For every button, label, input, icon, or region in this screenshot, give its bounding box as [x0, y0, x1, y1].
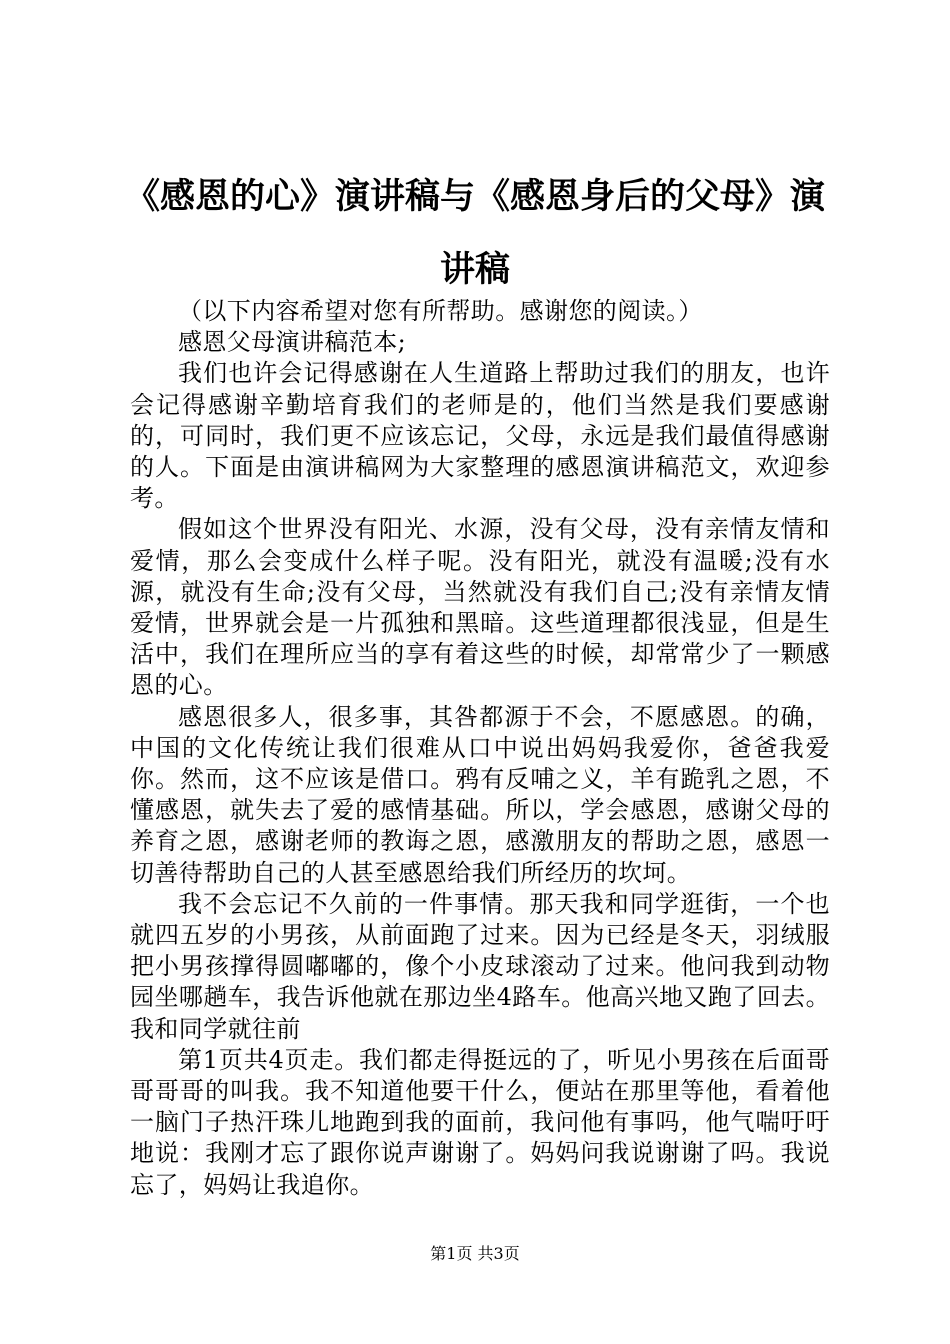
paragraph-subtitle: 感恩父母演讲稿范本;	[178, 328, 407, 357]
document-title: 《感恩的心》演讲稿与《感恩身后的父母》演讲稿	[124, 176, 825, 290]
paragraph: 假如这个世界没有阳光、水源，没有父母，没有亲情友情和爱情，那么会变成什么样子呢。没有阳光，就没有温暖;没有水源，就没有生命;没有父母，当然就没有我们自己;没有亲情友情爱情，世界就会是一片孤独和黑暗。这些道理都很浅显，但是生活中，我们在理所应当的享有着这些的时候，却常常少了一颗感恩的心。	[130, 515, 830, 700]
paragraph: 我们也许会记得感谢在人生道路上帮助过我们的朋友，也许会记得感谢辛勤培育我们的老师是的，他们当然是我们要感谢的，可同时，我们更不应该忘记，父母，永远是我们最值得感谢的人。下面是由演讲稿网为大家整理的感恩演讲稿范文，欢迎参考。	[130, 359, 830, 513]
paragraph: 我不会忘记不久前的一件事情。那天我和同学逛街，一个也就四五岁的小男孩，从前面跑了过来。因为已经是冬天，羽绒服把小男孩撑得圆嘟嘟的，像个小皮球滚动了过来。他问我到动物园坐哪趟车，我告诉他就在那边坐4路车。他高兴地又跑了回去。我和同学就往前	[130, 889, 830, 1043]
paragraph: 感恩很多人，很多事，其咎都源于不会，不愿感恩。的确，中国的文化传统让我们很难从口中说出妈妈我爱你，爸爸我爱你。然而，这不应该是借口。鸦有反哺之义，羊有跪乳之恩，不懂感恩，就失去了爱的感情基础。所以，学会感恩，感谢父母的养育之恩，感谢老师的教诲之恩，感激朋友的帮助之恩，感恩一切善待帮助自己的人甚至感恩给我们所经历的坎坷。	[130, 702, 830, 887]
paragraph-intro-note: （以下内容希望对您有所帮助。感谢您的阅读。）	[178, 297, 703, 325]
page-footer: 第1页 共3页	[430, 1244, 520, 1263]
document-body	[130, 296, 830, 1201]
paragraph: 第1页共4页走。我们都走得挺远的了，听见小男孩在后面哥哥哥哥的叫我。我不知道他要干什么，便站在那里等他，看着他一脑门子热汗珠儿地跑到我的面前，我问他有事吗，他气喘吁吁地说：我刚才忘了跟你说声谢谢了。妈妈问我说谢谢了吗。我说忘了，妈妈让我追你。	[130, 1045, 830, 1199]
